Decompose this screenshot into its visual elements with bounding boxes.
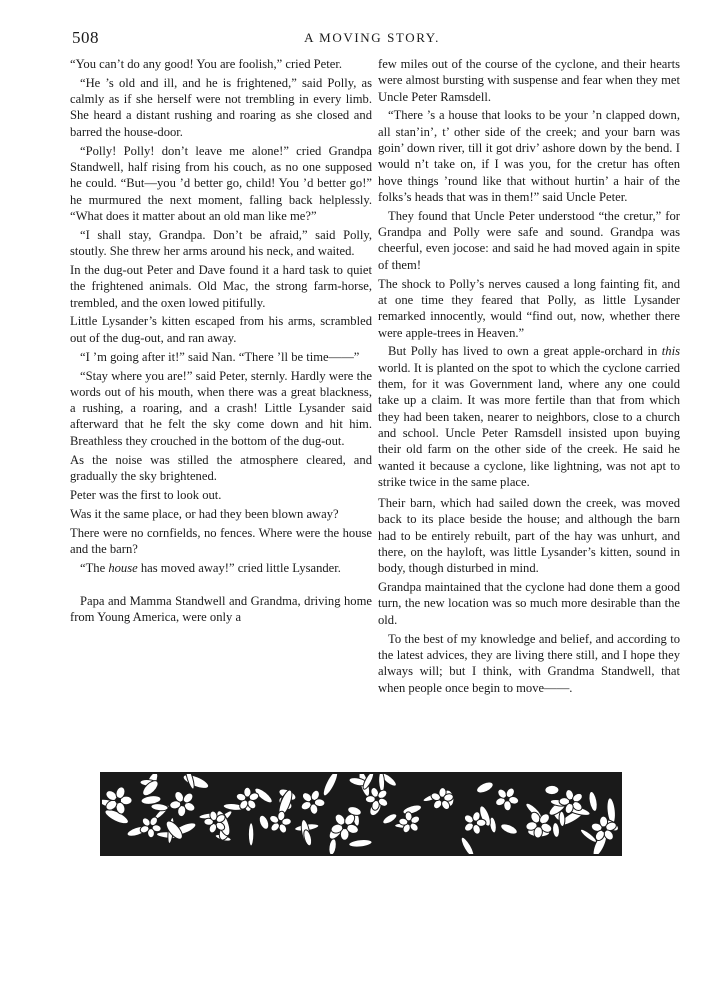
paragraph: “I ’m going after it!” said Nan. “There ’ll be time——” <box>80 349 360 364</box>
paragraph: “He ’s old and ill, and he is frightened,” said Polly, as calmly as if she herself were not trembling in every limb. She heard a distant rushing and roaring as she closed and barred the house-door. <box>70 75 372 139</box>
text-run: “The <box>80 560 109 575</box>
paragraph: Little Lysander’s kitten escaped from his arms, scrambled out of the dug-out, and ran away. <box>70 314 372 345</box>
text-run: world. It is planted on the spot to which the cyclone carried them, for it was Government land, where any one could take up a claim. It was more fertile than that from which they had been taken, nearer to neighbors, close to a church and school. Uncle Peter Ramsdell insisted upon buying their old farm on the other side of the creek. He said he wanted it because a cyclone, like lightning, was not apt to strike twice in the same place. <box>378 360 680 489</box>
paragraph-emphasis <box>70 560 372 576</box>
paragraph: Papa and Mamma Standwell and Grandma, driving home from Young America, were only a <box>70 594 372 625</box>
paragraph-emphasis <box>378 343 680 490</box>
paragraph: As the noise was stilled the atmosphere cleared, and gradually the sky brightened. <box>70 452 372 483</box>
text-run: has moved away!” cried little Lysander. <box>137 560 341 575</box>
paragraph: To the best of my knowledge and belief, and according to the latest advices, they are living there still, and I hope they always will; but I think, with Grandma Standwell, that when people once begin to move——. <box>378 631 680 695</box>
floral-border-icon <box>100 772 622 856</box>
paragraph: Was it the same place, or had they been blown away? <box>70 506 339 521</box>
paragraph: Their barn, which had sailed down the creek, was moved back to its place beside the house; and although the barn had to be entirely rebuilt, part of the hay was unhurt, and there, on the hayloft, was little Lysander’s kitten, sound in body, though disturbed in mind. <box>378 496 680 576</box>
paragraph: “You can’t do any good! You are foolish,” cried Peter. <box>70 57 343 71</box>
paragraph: There were no cornfields, no fences. Where were the house and the barn? <box>70 525 372 556</box>
emphasis: house <box>108 560 138 575</box>
page-number: 508 <box>72 28 99 47</box>
paragraph: Peter was the first to look out. <box>70 487 222 502</box>
paragraph: The shock to Polly’s nerves caused a long fainting fit, and at one time they feared that Polly, as little Lysander remarked innocently, would “find out, now, whether there were apple-trees in Heaven.” <box>378 276 680 340</box>
left-column <box>70 56 372 628</box>
paragraph: “Polly! Polly! don’t leave me alone!” cried Grandpa Standwell, half rising from his couch, as no one supposed he could. “But—you ’d better go, child! You ’d better go!” he murmured the next moment, falling back helplessly. “What does it matter about an old man like me?” <box>70 143 372 223</box>
right-column <box>378 56 680 698</box>
paragraph: “I shall stay, Grandpa. Don’t be afraid,” said Polly, stoutly. She threw her arms around his neck, and waited. <box>70 227 372 259</box>
paragraph: “Stay where you are!” said Peter, sternly. Hardly were the words out of his mouth, when there was a great blackness, a rushing, a roaring, and a crash! Little Lysander said afterward that he felt the sky come down and hit him. Breathless they crouched in the bottom of the dug-out. <box>70 368 372 448</box>
page-header <box>72 28 672 52</box>
paragraph: Grandpa maintained that the cyclone had done them a good turn, the new location was so much more desirable than the old. <box>378 580 680 627</box>
paragraph-quote: “There ’s a house that looks to be your ’n clapped down, all stan’in’, t’ other side of the creek; and your barn was goin’ down river, till it got driv’ ashore down by the bend. I would n’t take on, if I was you, for the cretur has often hove things ’round like that without hurtin’ a hair of the folks’s heads that was in them!” said Uncle Peter. <box>378 108 680 204</box>
running-title: A MOVING STORY. <box>304 30 440 45</box>
paragraph: In the dug-out Peter and Dave found it a hard task to quiet the frightened animals. Old Mac, the strong farm-horse, trembled, and the oxen lowed pitifully. <box>70 262 372 310</box>
paragraph: They found that Uncle Peter understood “the cretur,” for Grandpa and Polly were safe and sound. Grandpa was cheerful, even jocose: and said he had moved again in spite of them! <box>378 208 680 272</box>
text-run: But Polly has lived to own a great apple-orchard in <box>388 344 662 359</box>
emphasis: this <box>661 344 680 359</box>
paragraph: few miles out of the course of the cyclone, and their hearts were almost bursting with suspense and fear when they met Uncle Peter Ramsdell. <box>378 57 680 104</box>
